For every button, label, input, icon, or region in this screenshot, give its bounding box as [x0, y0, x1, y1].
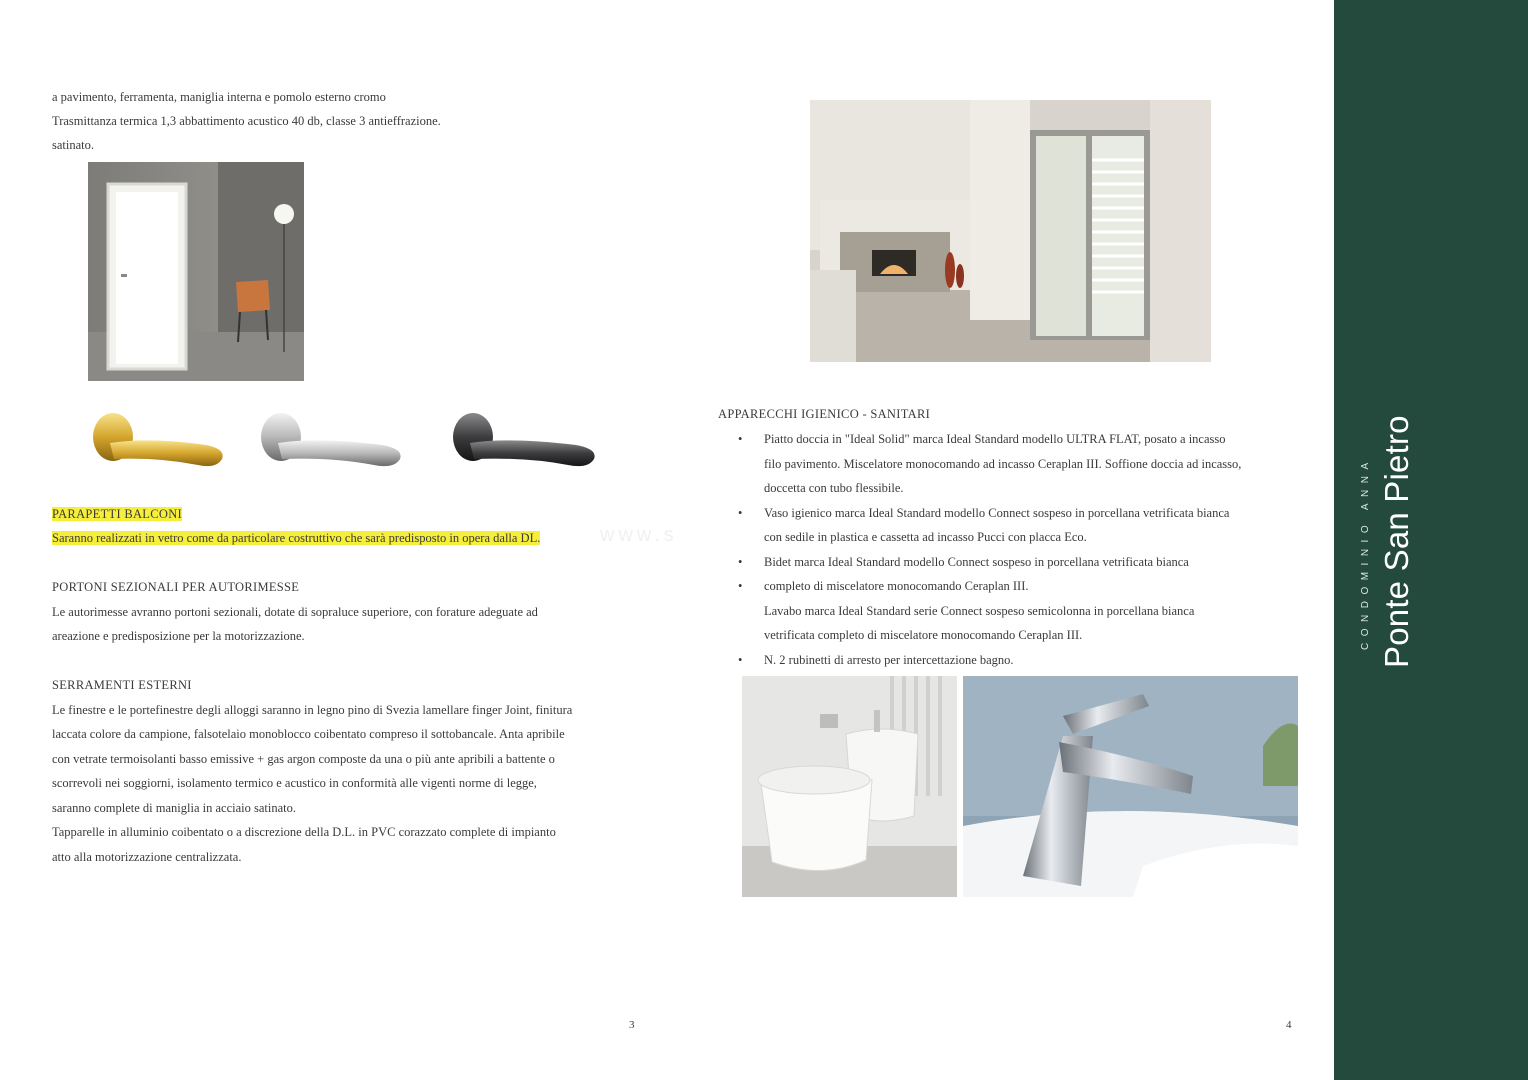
left-page — [0, 0, 668, 1080]
portoni-line-2: areazione e predisposizione per la motorizzazione. — [52, 629, 305, 643]
bullet-icon: • — [738, 554, 743, 569]
right-page — [668, 0, 1334, 1080]
watermark: www.s — [600, 524, 678, 546]
brand-title: Ponte San Pietro — [1378, 415, 1415, 668]
sanitari-heading: APPARECCHI IGIENICO - SANITARI — [718, 407, 931, 421]
serramenti-line-1: Le finestre e le portefinestre degli alloggi saranno in legno pino di Svezia lamellare finger Joint, finitura — [52, 703, 573, 717]
bullet-icon: • — [738, 505, 743, 520]
portoni-line-1: Le autorimesse avranno portoni sezionali, dotate di sopraluce superiore, con forature adeguate ad — [52, 605, 538, 619]
list-item: • Piatto doccia in "Ideal Solid" marca Ideal Standard modello ULTRA FLAT, posato a incasso filo pavimento. Miscelatore monocomando ad incasso Ceraplan III. Soffione doccia ad incasso, doccetta con tubo flessibile. — [718, 427, 1241, 501]
sanitari-list — [718, 427, 1241, 672]
intro-line-1: a pavimento, ferramenta, maniglia interna e pomolo esterno cromo — [52, 90, 386, 104]
intro-line-2: Trasmittanza termica 1,3 abbattimento acustico 40 db, classe 3 antieffrazione. — [52, 114, 441, 128]
balconi-heading: PARAPETTI BALCONI — [52, 507, 182, 521]
bullet-icon: • — [738, 652, 743, 667]
bullet-icon: • — [738, 579, 743, 593]
list-item: • Bidet marca Ideal Standard modello Connect sospeso in porcellana vetrificata bianca — [718, 550, 1241, 575]
serramenti-line-5: saranno complete di maniglia in acciaio satinato. — [52, 801, 297, 815]
interior-door-photo — [88, 162, 304, 381]
serramenti-line-2: laccata colore da campione, falsotelaio monoblocco coibentato compreso il sottobancale. Anta apribile — [52, 727, 565, 741]
brand-kicker: CONDOMINIO ANNA — [1360, 456, 1371, 650]
serramenti-line-7: atto alla motorizzazione centralizzata. — [52, 850, 242, 864]
page-number-right: 4 — [1286, 1019, 1292, 1031]
list-item: • Vaso igienico marca Ideal Standard modello Connect sospeso in porcellana vetrificata bianca con sedile in plastica e cassetta ad incasso Pucci con placca Eco. — [718, 501, 1241, 550]
living-room-photo — [810, 100, 1211, 362]
handle-dark-photo — [448, 407, 600, 471]
list-item: • N. 2 rubinetti di arresto per intercettazione bagno. — [718, 648, 1241, 673]
serramenti-line-4: scorrevoli nei soggiorni, isolamento termico e acustico in conformità alle vigenti norme di legge, — [52, 776, 537, 790]
intro-line-3: satinato. — [52, 138, 95, 152]
handle-chrome-photo — [256, 407, 406, 471]
toilet-bidet-photo — [742, 676, 957, 897]
serramenti-line-3: con vetrate termoisolanti basso emissive + gas argon composte da una o più ante apribili a battente o — [52, 752, 555, 766]
portoni-heading: PORTONI SEZIONALI PER AUTORIMESSE — [52, 580, 300, 594]
bullet-icon: • — [738, 432, 743, 446]
page-number-left: 3 — [629, 1019, 635, 1031]
serramenti-heading: SERRAMENTI ESTERNI — [52, 678, 192, 692]
list-item: • completo di miscelatore monocomando Ceraplan III. Lavabo marca Ideal Standard serie Connect sospeso semicolonna in porcellana bianca vetrificata completo di miscelatore monocomando Ceraplan III. — [718, 574, 1241, 648]
balconi-text: Saranno realizzati in vetro come da particolare costruttivo che sarà predisposto in opera dalla DL. — [52, 531, 541, 545]
faucet-photo — [963, 676, 1298, 897]
handle-gold-photo — [88, 407, 228, 471]
serramenti-line-6: Tapparelle in alluminio coibentato o a discrezione della D.L. in PVC corazzato complete di impianto — [52, 825, 556, 839]
